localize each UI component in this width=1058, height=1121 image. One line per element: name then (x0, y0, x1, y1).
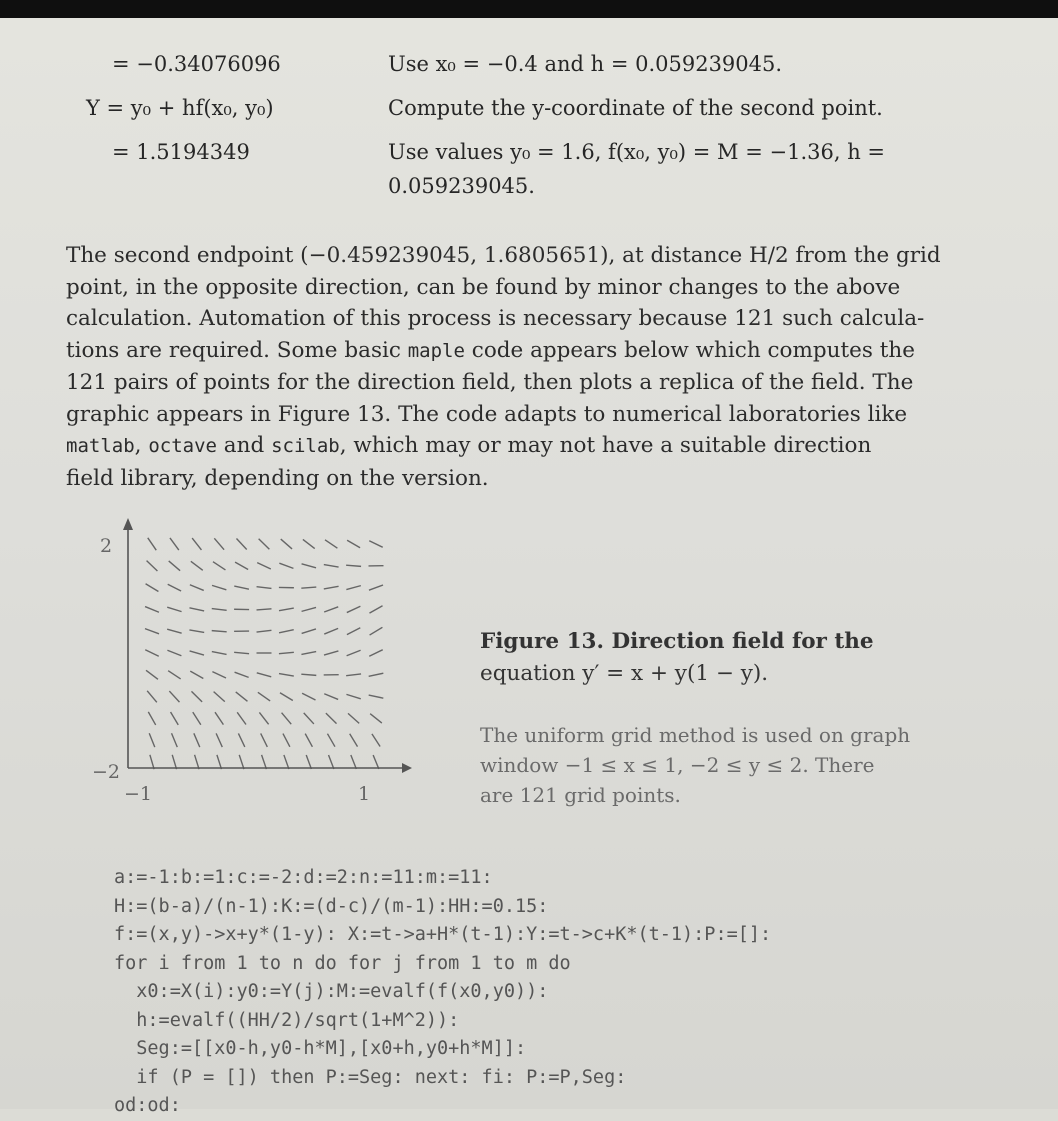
slope-segment (237, 712, 246, 724)
slope-segment (145, 650, 158, 657)
slope-segment (350, 734, 358, 747)
paragraph-text: tions are required. Some basic (66, 338, 408, 363)
paragraph-line: The second endpoint (−0.459239045, 1.6805651), at distance H/2 from the grid (66, 240, 996, 272)
paragraph-line: graphic appears in Figure 13. The code adapts to numerical laboratories like (66, 399, 996, 431)
slope-segment (325, 540, 337, 548)
slope-segment (282, 713, 292, 724)
slope-segment (217, 755, 222, 769)
note-line-3: Use values y₀ = 1.6, f(x₀, y₀) = M = −1.36, h = (388, 140, 885, 164)
slope-segment (147, 561, 158, 571)
slope-segment (369, 585, 383, 590)
slope-segment (235, 672, 249, 677)
paragraph-text: and (217, 433, 271, 458)
paragraph-line: point, in the opposite direction, can be found by minor changes to the above (66, 272, 996, 304)
y-min-label: −2 (92, 761, 120, 783)
slope-segment (346, 586, 360, 590)
inline-code-scilab: scilab (271, 435, 340, 457)
slope-segment (324, 586, 339, 589)
slope-segment (167, 629, 181, 633)
code-line: h:=evalf((HH/2)/sqrt(1+M^2)): (114, 1007, 771, 1036)
slope-segment (257, 630, 272, 632)
paragraph-line: 121 pairs of points for the direction field, then plots a replica of the field. The (66, 367, 996, 399)
slope-segment (214, 692, 225, 702)
slope-segment (195, 755, 199, 769)
slope-segment (257, 609, 272, 610)
body-paragraph (66, 240, 996, 494)
slope-segment (329, 755, 334, 769)
slope-segment (168, 584, 181, 591)
eq-line-formula: Y = y₀ + hf(x₀, y₀) (86, 96, 274, 120)
figure-caption (480, 626, 874, 690)
slope-segment (346, 694, 360, 698)
direction-field-figure (90, 510, 420, 815)
code-line: a:=-1:b:=1:c:=-2:d:=2:n:=11:m:=11: (114, 864, 771, 893)
slope-segment (172, 733, 178, 747)
slope-segment (303, 539, 315, 548)
slope-segment (346, 674, 361, 676)
slope-segment (234, 586, 249, 589)
slope-segment (301, 587, 316, 588)
slope-segment (169, 691, 179, 702)
slope-segment (369, 650, 382, 657)
slope-segment (369, 673, 384, 676)
slope-segment (373, 755, 379, 769)
slope-segment (306, 755, 311, 769)
slope-segment (239, 755, 244, 769)
note-line-4: 0.059239045. (388, 174, 535, 198)
slope-segment (324, 607, 338, 612)
eq-line-value-2: = 1.5194349 (112, 140, 250, 164)
slope-segment (148, 538, 156, 550)
slope-segment (194, 733, 200, 747)
note-line-1: Use x₀ = −0.4 and h = 0.059239045. (388, 52, 782, 76)
slope-segment (212, 609, 227, 611)
slope-segment (347, 628, 360, 635)
slope-segment (304, 713, 314, 724)
slope-segment (146, 670, 158, 679)
paragraph-text: , (135, 433, 149, 458)
slope-segment (324, 628, 338, 634)
slope-segment (262, 755, 267, 769)
slope-segment (212, 652, 227, 655)
slope-segment (259, 539, 270, 549)
slope-segment (283, 734, 290, 747)
paragraph-text: , which may or may not have a suitable direction (340, 433, 872, 458)
slope-segment (279, 652, 294, 653)
paragraph-line: calculation. Automation of this process is necessary because 121 such calcula- (66, 303, 996, 335)
slope-segment (167, 650, 181, 655)
slope-segment (214, 538, 224, 549)
slope-segment (238, 733, 244, 747)
inline-code-octave: octave (148, 435, 217, 457)
top-dark-border (0, 0, 1058, 18)
slope-segment (301, 674, 316, 675)
slope-segment (370, 627, 383, 635)
slope-segment (369, 695, 384, 698)
figure-note-line: The uniform grid method is used on graph (480, 720, 910, 750)
textbook-page (0, 18, 1058, 1109)
slope-segment (257, 563, 271, 569)
y-max-label: 2 (100, 535, 112, 557)
figure-note (480, 720, 910, 810)
code-line: od:od: (114, 1092, 771, 1121)
slope-segment (258, 692, 270, 701)
slope-segment (148, 712, 155, 725)
code-line: f:=(x,y)->x+y*(1-y): X:=t->a+H*(t-1):Y:=t->c+K*(t-1):P:=[]: (114, 921, 771, 950)
slope-segment (327, 734, 335, 747)
slope-segment (171, 712, 179, 725)
slope-segment (145, 607, 159, 613)
slope-segment (215, 712, 223, 724)
slope-segment (302, 564, 316, 568)
code-line: Seg:=[[x0-h,y0-h*M],[x0+h,y0+h*M]]: (114, 1035, 771, 1064)
x-max-label: 1 (358, 783, 370, 805)
slope-segment (145, 629, 159, 634)
caption-title: Figure 13. Direction field for the (480, 629, 874, 654)
slope-segment (234, 652, 249, 653)
slope-segment (279, 630, 294, 633)
slope-segment (324, 651, 338, 655)
slope-segment (213, 562, 226, 570)
slope-segment (170, 538, 179, 550)
slope-segment (190, 651, 204, 655)
slope-segment (169, 561, 180, 571)
slope-segment (261, 733, 268, 746)
slope-segment (281, 539, 292, 549)
slope-segment (351, 755, 357, 769)
slope-segment (348, 713, 359, 723)
slope-segment (212, 631, 227, 632)
slope-segment (259, 712, 268, 724)
slope-segment (302, 629, 316, 633)
slope-segment (190, 585, 204, 591)
slope-segment (346, 565, 361, 566)
paragraph-line (66, 335, 996, 368)
note-line-2: Compute the y-coordinate of the second point. (388, 96, 883, 120)
slope-segment (212, 585, 226, 589)
slope-segment (302, 693, 315, 700)
slope-segment (326, 713, 337, 724)
slope-segment (147, 691, 157, 702)
slope-segment (235, 562, 248, 569)
slope-segment (279, 608, 294, 611)
slope-segment (146, 584, 159, 592)
slope-segment (212, 672, 226, 678)
figure-note-line: window −1 ≤ x ≤ 1, −2 ≤ y ≤ 2. There (480, 750, 910, 780)
slope-segment (236, 692, 248, 701)
slope-segment (149, 733, 155, 747)
slope-segment (168, 671, 181, 679)
slope-segment (189, 608, 204, 611)
slope-segment (279, 563, 293, 568)
slope-segment (150, 755, 154, 769)
slope-segment (372, 734, 380, 747)
slope-segment (305, 734, 312, 747)
slope-segment (193, 712, 201, 725)
y-axis-arrowhead (123, 518, 133, 530)
slope-segment (167, 607, 181, 611)
slope-segment (236, 539, 246, 550)
slope-segment (347, 540, 360, 548)
slope-segment (302, 607, 316, 611)
slope-segment (280, 693, 293, 701)
paragraph-line (66, 430, 996, 463)
code-line: H:=(b-a)/(n-1):K:=(d-c)/(m-1):HH:=0.15: (114, 893, 771, 922)
slope-segment (279, 674, 294, 677)
code-line: for i from 1 to n do for j from 1 to m do (114, 950, 771, 979)
eq-line-value-1: = −0.34076096 (112, 52, 281, 76)
x-axis-arrowhead (402, 763, 412, 773)
maple-code-listing (114, 864, 771, 1121)
code-line: x0:=X(i):y0:=Y(j):M:=evalf(f(x0,y0)): (114, 978, 771, 1007)
slope-segment (370, 714, 382, 723)
slope-segment (347, 650, 361, 655)
slope-segment (172, 755, 176, 769)
x-min-label: −1 (124, 783, 152, 805)
paragraph-line: field library, depending on the version. (66, 463, 996, 495)
slope-segment (369, 606, 382, 613)
inline-code-matlab: matlab (66, 435, 135, 457)
slope-segment (257, 673, 271, 677)
code-line: if (P = []) then P:=Seg: next: fi: P:=P,Seg: (114, 1064, 771, 1093)
slope-segment (369, 541, 382, 548)
slope-segment (216, 733, 222, 747)
slope-segment (284, 755, 289, 769)
inline-code-maple: maple (408, 340, 465, 362)
slope-segment (190, 671, 203, 678)
slope-segment (191, 561, 203, 570)
slope-segment (189, 630, 204, 633)
figure-note-line: are 121 grid points. (480, 780, 910, 810)
slope-segment (257, 587, 272, 589)
caption-equation: equation y′ = x + y(1 − y). (480, 658, 874, 690)
slope-segment (191, 691, 202, 702)
slope-segment (192, 538, 201, 550)
slope-segment (347, 606, 361, 612)
direction-field-segments (145, 538, 384, 769)
slope-segment (324, 565, 339, 568)
slope-segment (324, 694, 338, 700)
slope-segment (301, 652, 316, 655)
paragraph-text: code appears below which computes the (465, 338, 915, 363)
